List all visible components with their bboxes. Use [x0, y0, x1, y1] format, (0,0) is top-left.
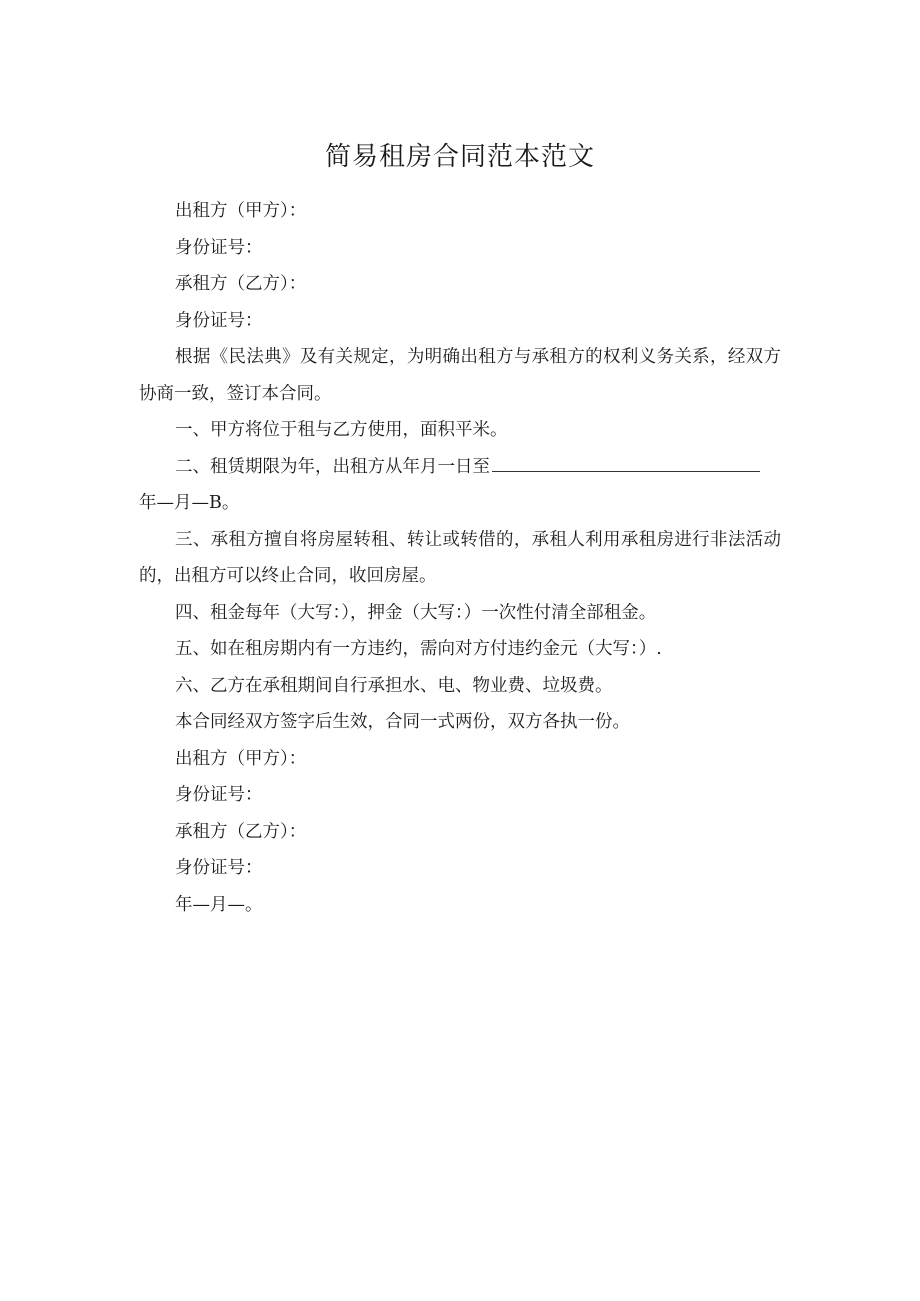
clause-2 — [139, 449, 781, 486]
contract-body — [139, 193, 781, 923]
lessor-id-label: 身份证号： — [175, 237, 263, 258]
document-title: 简易租房合同范本范文 — [324, 142, 595, 172]
intro-paragraph: 根据《民法典》及有关规定，为明确出租方与承租方的权利义务关系，经双方协商一致，签订本合同。 — [139, 347, 781, 404]
clause-5: 五、如在租房期内有一方违约，需向对方付违约金元（大写：）. — [175, 639, 662, 659]
signature-lessor-label: 出租方（甲方）： — [175, 748, 307, 769]
signature-date-line: 年—月—。 — [175, 894, 263, 915]
signature-lessor-id-label: 身份证号： — [175, 785, 263, 805]
closing-statement: 本合同经双方签字后生效，合同一式两份，双方各执一份。 — [175, 712, 630, 732]
clause-1: 一、甲方将位于租与乙方使用，面积平米。 — [175, 420, 508, 440]
clause-6: 六、乙方在承租期间自行承担水、电、物业费、垃圾费。 — [175, 675, 613, 696]
clause-2-continuation: 年—月—B。 — [139, 493, 240, 513]
signature-lessee-label: 承租方（乙方）： — [175, 821, 307, 842]
fill-in-blank-line — [492, 451, 760, 472]
lessee-label: 承租方（乙方）： — [175, 274, 307, 294]
clause-3: 三、承租方擅自将房屋转租、转让或转借的，承租人利用承租房进行非法活动的，出租方可以终止合同，收回房屋。 — [139, 529, 781, 586]
clause-2-text: 二、租赁期限为年，出租方从年月一日至 — [175, 456, 490, 477]
lessee-id-label: 身份证号： — [175, 310, 263, 331]
lessor-label: 出租方（甲方）： — [175, 201, 307, 221]
signature-lessee-id-label: 身份证号： — [175, 858, 263, 878]
clause-4: 四、租金每年（大写：），押金（大写：）一次性付清全部租金。 — [175, 602, 657, 623]
